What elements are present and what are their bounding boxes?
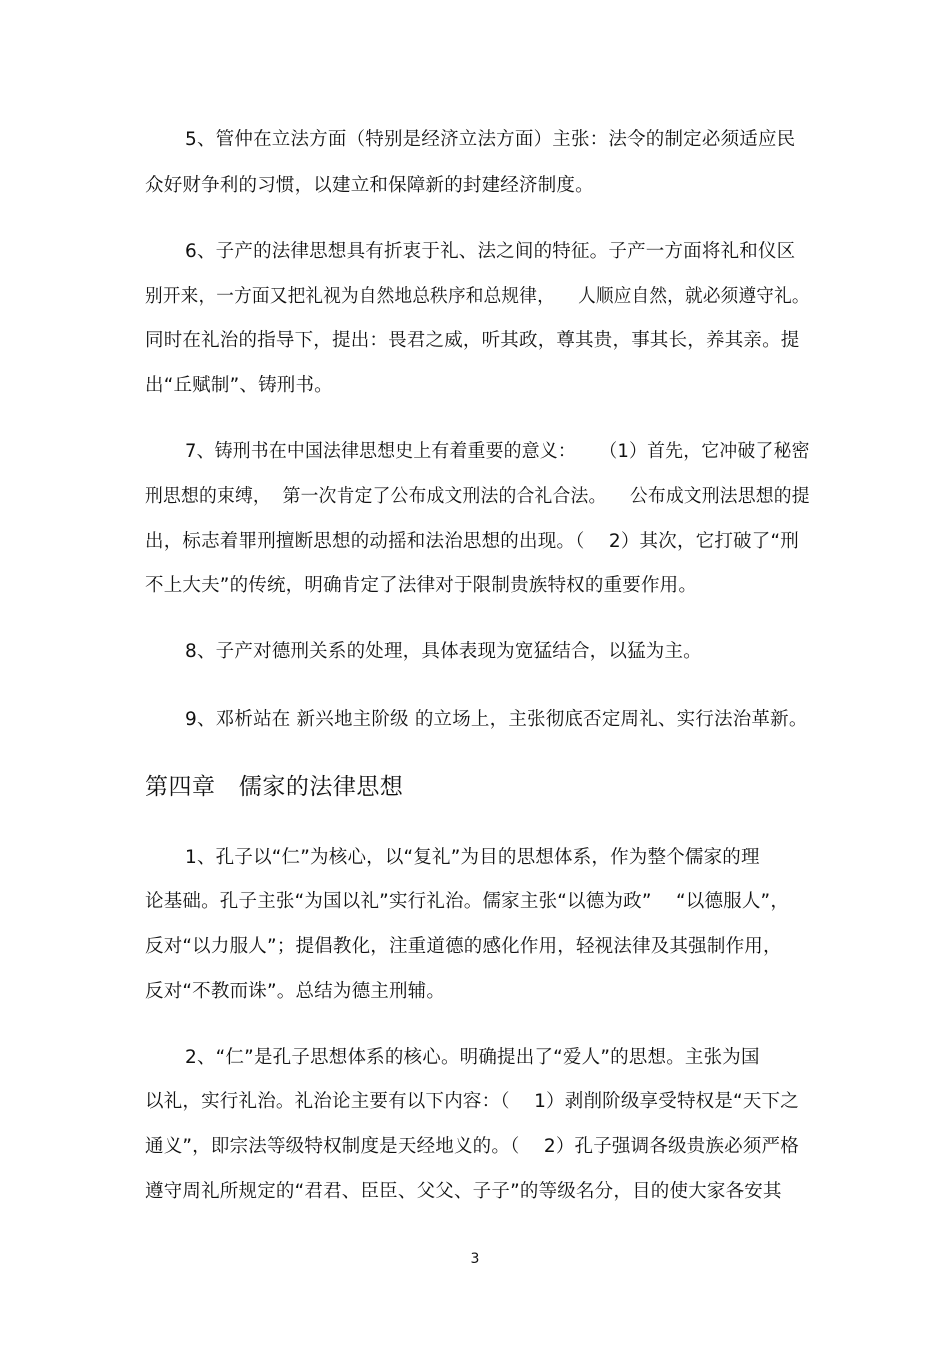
chapter-paragraph-2-line-1: 2、“仁”是孔子思想体系的核心。明确提出了“爱人”的思想。主张为国 [185,1047,760,1068]
paragraph-7-line-1: 7、铸刑书在中国法律思想史上有着重要的意义： （1）首先，它冲破了秘密 [185,441,810,462]
paragraph-7-line-4: 不上大夫”的传统，明确肯定了法律对于限制贵族特权的重要作用。 [145,575,698,596]
paragraph-5-line-1: 5、管仲在立法方面（特别是经济立法方面）主张：法令的制定必须适应民 [185,129,796,150]
paragraph-9-line-1: 9、邓析站在 新兴地主阶级 的立场上，主张彻底否定周礼、实行法治革新。 [185,709,808,730]
chapter-paragraph-1-line-4: 反对“不教而诛”。总结为德主刑辅。 [145,981,446,1002]
chapter-paragraph-1-line-1: 1、孔子以“仁”为核心，以“复礼”为目的思想体系，作为整个儒家的理 [185,847,760,868]
paragraph-8-line-1: 8、子产对德刑关系的处理，具体表现为宽猛结合，以猛为主。 [185,641,702,662]
paragraph-6-line-2: 别开来，一方面又把礼视为自然地总秩序和总规律， 人顺应自然，就必须遵守礼。 [145,286,810,307]
chapter-paragraph-2-line-3: 通义”，即宗法等级特权制度是天经地义的。（ 2）孔子强调各级贵族必须严格 [145,1136,799,1157]
paragraph-7-line-2: 刑思想的束缚， 第一次肯定了公布成文刑法的合礼合法。 公布成文刑法思想的提 [145,486,810,507]
chapter-paragraph-1-line-3: 反对“以力服人”；提倡教化，注重道德的感化作用，轻视法律及其强制作用， [145,936,782,957]
paragraph-5-line-2: 众好财争利的习惯，以建立和保障新的封建经济制度。 [145,175,594,196]
paragraph-7-line-3: 出，标志着罪刑擅断思想的动摇和法治思想的出现。（ 2）其次，它打破了“刑 [145,531,799,552]
chapter-heading: 第四章 儒家的法律思想 [145,774,404,800]
paragraph-6-line-3: 同时在礼治的指导下，提出：畏君之威，听其政，尊其贵，事其长，养其亲。提 [145,330,800,351]
paragraph-6-line-1: 6、子产的法律思想具有折衷于礼、法之间的特征。子产一方面将礼和仪区 [185,241,796,262]
chapter-paragraph-1-line-2: 论基础。孔子主张“为国以礼”实行礼治。儒家主张“以德为政” “以德服人”， [145,891,790,912]
chapter-paragraph-2-line-4: 遵守周礼所规定的“君君、臣臣、父父、子子”的等级名分，目的使大家各安其 [145,1181,782,1202]
paragraph-6-line-4: 出“丘赋制”、铸刑书。 [145,375,333,396]
page-number: 3 [470,1251,480,1267]
chapter-paragraph-2-line-2: 以礼，实行礼治。礼治论主要有以下内容：（ 1）剥削阶级享受特权是“天下之 [145,1091,799,1112]
